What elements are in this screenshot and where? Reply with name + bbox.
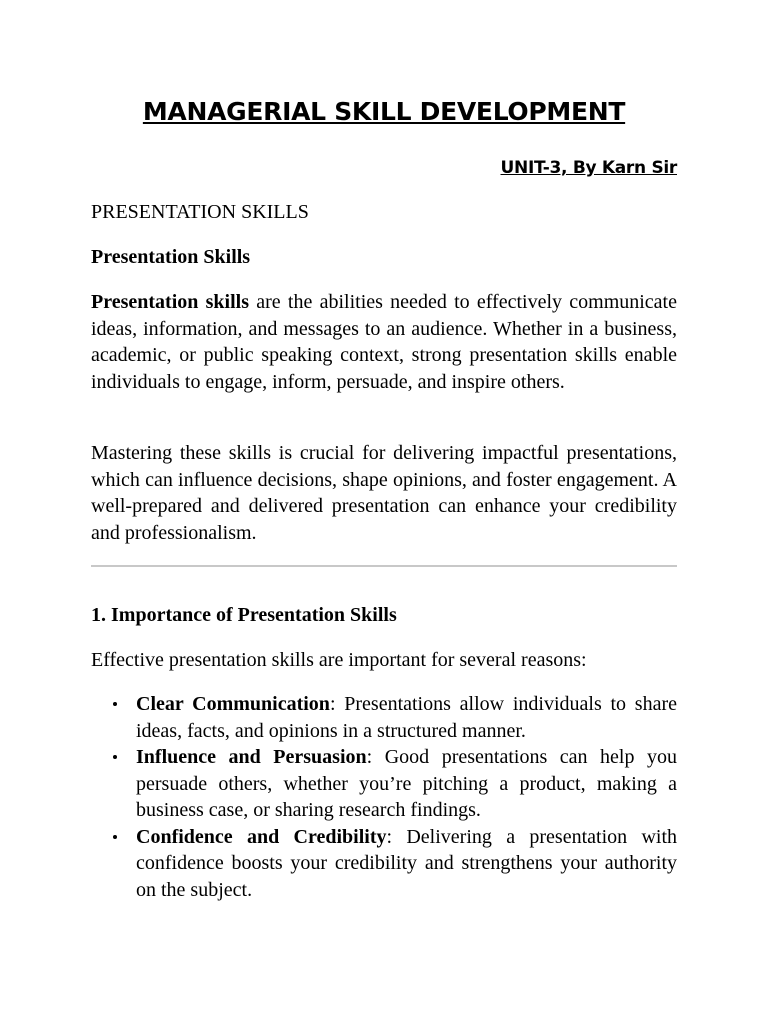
- bullet-icon: [113, 755, 117, 759]
- bullet-icon: [113, 702, 117, 706]
- list-item-desc: : Good presentations can help you persuade others, whether you’re pitching a product, making a business case, or sharing research findings.: [136, 746, 677, 821]
- intro-paragraph: [91, 289, 677, 395]
- section-heading-text: Presentation Skills: [91, 246, 251, 268]
- list-item-term: Influence and Persuasion: [136, 746, 367, 768]
- list-item-desc: : Presentations allow individuals to share ideas, facts, and opinions in a structured manner.: [136, 693, 677, 742]
- unit-author-line: UNIT-3, By Karn Sir: [500, 158, 677, 178]
- importance-heading: [91, 602, 677, 629]
- list-item-term: Clear Communication: [136, 693, 330, 715]
- document-title: MANAGERIAL SKILL DEVELOPMENT: [142, 97, 626, 126]
- horizontal-divider: [91, 565, 677, 567]
- intro-rest: are the abilities needed to effectively communicate ideas, information, and messages to an audience. Whether in a business, academic, or public speaking context, strong presentation skills enable individuals to engage, inform, persuade, and inspire others.: [91, 291, 677, 393]
- section-caps-heading: PRESENTATION SKILLS: [91, 201, 309, 223]
- list-item: [91, 691, 677, 744]
- list-item: [91, 824, 677, 904]
- bullet-icon: [113, 835, 117, 839]
- section-heading: [91, 244, 677, 271]
- intro-bold-lead: Presentation skills: [91, 291, 250, 313]
- mastering-paragraph: Mastering these skills is crucial for delivering impactful presentations, which can influence decisions, shape opinions, and foster engagement. A well-prepared and delivered presentation can enhance your credibility and professionalism.: [91, 442, 677, 544]
- importance-heading-text: 1. Importance of Presentation Skills: [91, 604, 397, 626]
- list-item: [91, 744, 677, 824]
- list-item-term: Confidence and Credibility: [136, 825, 387, 848]
- importance-list: [91, 691, 677, 903]
- importance-intro: Effective presentation skills are important for several reasons:: [91, 649, 587, 671]
- list-item-desc: : Delivering a presentation with confidence boosts your credibility and strengthens your authority on the subject.: [136, 825, 678, 901]
